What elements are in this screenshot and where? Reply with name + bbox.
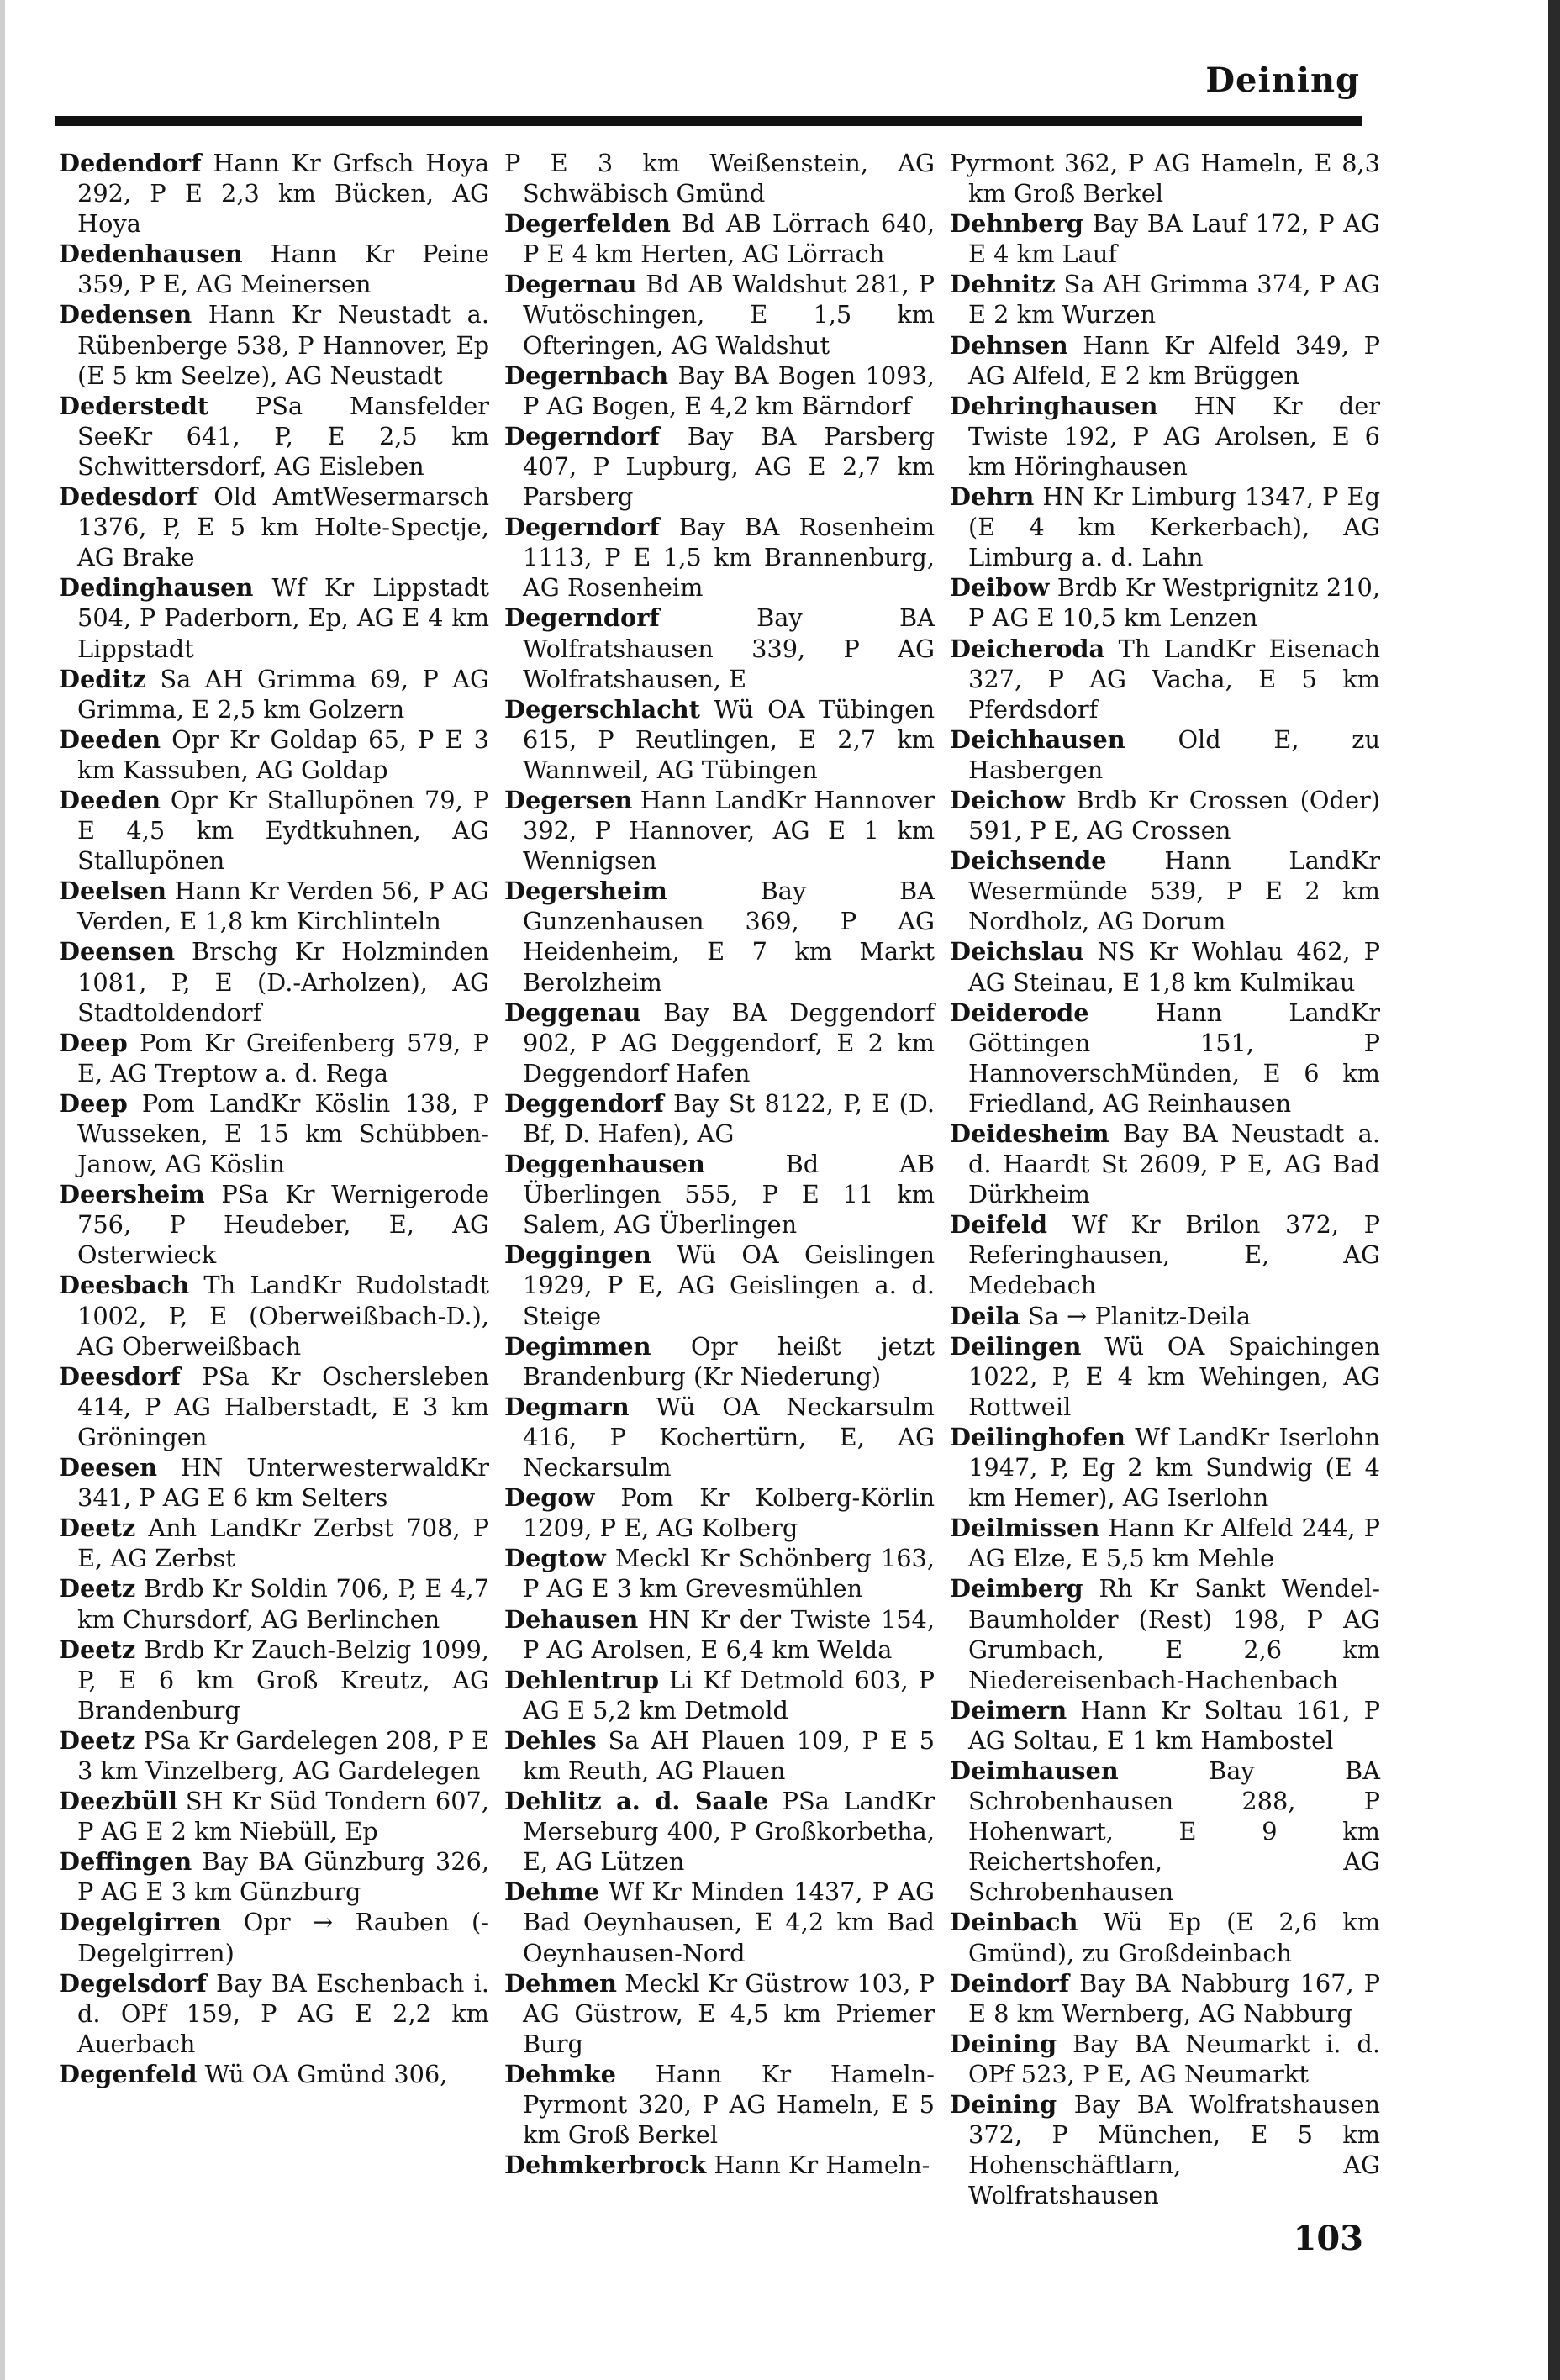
entry-text: Opr Kr Stallupönen 79, P E 4,5 km Eydtkuhnen, AG Stallupönen: [77, 785, 490, 876]
entry-headword: Degerschlacht: [504, 694, 700, 724]
entry-text: Sa AH Plauen 109, P E 5 km Reuth, AG Plauen: [523, 1725, 935, 1785]
entry-headword: Deesen: [59, 1453, 158, 1482]
entry-text: P E 3 km Weißenstein, AG Schwäbisch Gmünd: [504, 149, 935, 208]
gazetteer-entry: [950, 724, 1380, 785]
entry-text: SH Kr Süd Tondern 607, P AG E 2 km Niebüll, Ep: [77, 1787, 489, 1846]
gazetteer-entry: [59, 876, 489, 936]
entry-headword: Deetz: [59, 1725, 136, 1755]
entry-headword: Dehlentrup: [504, 1665, 659, 1694]
entry-text: NS Kr Wohlau 462, P AG Steinau, E 1,8 km Kulmikau: [968, 937, 1381, 997]
gazetteer-entry: [504, 148, 935, 208]
gazetteer-entry: [504, 1149, 935, 1240]
entry-headword: Deimhausen: [950, 1756, 1119, 1785]
running-head: Deining: [1205, 61, 1360, 100]
entry-headword: Deila: [950, 1301, 1020, 1330]
gazetteer-entry: [950, 148, 1380, 208]
gazetteer-entry: [950, 572, 1380, 633]
entry-text: Hann Kr Peine 359, P E, AG Meinersen: [77, 240, 489, 299]
entry-headword: Deezbüll: [59, 1787, 177, 1816]
entry-text: Hann Kr Alfeld 244, P AG Elze, E 5,5 km Mehle: [968, 1514, 1380, 1573]
entry-text: Wü OA Geislingen 1929, P E, AG Geislingen a. d. Steige: [523, 1240, 935, 1330]
entry-text: HN UnterwesterwaldKr 341, P AG E 6 km Selters: [77, 1453, 489, 1513]
gazetteer-entry: [59, 1452, 489, 1513]
gazetteer-entry: [950, 1907, 1380, 1967]
column-2: [504, 148, 935, 2180]
entry-headword: Degerndorf: [504, 513, 660, 542]
entry-headword: Deimern: [950, 1695, 1067, 1724]
gazetteer-entry: [504, 2150, 935, 2180]
entry-text: Opr Kr Goldap 65, P E 3 km Kassuben, AG Goldap: [77, 724, 489, 784]
entry-headword: Degerfelden: [504, 209, 671, 239]
entry-text: Brdb Kr Crossen (Oder) 591, P E, AG Crossen: [968, 785, 1380, 845]
gazetteer-entry: [59, 1786, 489, 1846]
entry-headword: Deelsen: [59, 877, 167, 906]
entry-text: Pyrmont 362, P AG Hameln, E 8,3 km Groß Berkel: [950, 149, 1380, 208]
entry-text: Old E, zu Hasbergen: [968, 724, 1381, 784]
entry-headword: Deep: [59, 1088, 128, 1118]
gazetteer-entry: [950, 2089, 1380, 2210]
entry-text: HN Kr der Twiste 154, P AG Arolsen, E 6,4 km Welda: [523, 1604, 935, 1664]
gazetteer-entry: [504, 2059, 935, 2150]
entry-text: Bay BA Wolfratshausen 372, P München, E 5 km Hohenschäftlarn, AG Wolfratshausen: [968, 2090, 1380, 2210]
gazetteer-entry: [59, 1573, 489, 1634]
entry-headword: Dehnitz: [950, 270, 1056, 299]
gazetteer-entry: [59, 1028, 489, 1088]
entry-headword: Dedesdorf: [59, 482, 198, 512]
entry-text: Bay BA Wolfratshausen 339, P AG Wolfratshausen, E: [523, 603, 935, 693]
gazetteer-entry: [504, 1088, 935, 1149]
entry-text: Wf Kr Lippstadt 504, P Paderborn, Ep, AG E 4 km Lippstadt: [77, 573, 489, 663]
entry-text: Hann LandKr Wesermünde 539, P E 2 km Nordholz, AG Dorum: [968, 846, 1380, 936]
gazetteer-entry: [59, 391, 489, 482]
entry-headword: Degow: [504, 1483, 595, 1513]
entry-headword: Dehausen: [504, 1604, 639, 1634]
entry-text: Bay BA Neumarkt i. d. OPf 523, P E, AG Neumarkt: [968, 2029, 1381, 2088]
entry-text: Th LandKr Eisenach 327, P AG Vacha, E 5 km Pferdsdorf: [968, 634, 1381, 724]
entry-headword: Deibow: [950, 573, 1050, 603]
entry-headword: Deining: [950, 2029, 1057, 2058]
entry-text: Hann Kr Hameln-: [714, 2151, 930, 2180]
entry-text: Bd AB Waldshut 281, P Wutöschingen, E 1,5 km Ofteringen, AG Waldshut: [523, 270, 935, 360]
gazetteer-entry: [59, 1179, 489, 1270]
entry-headword: Degernau: [504, 270, 637, 299]
gazetteer-entry: [504, 421, 935, 512]
entry-text: Hann Kr Verden 56, P AG Verden, E 1,8 km Kirchlinteln: [77, 877, 489, 936]
entry-text: Bay BA Parsberg 407, P Lupburg, AG E 2,7 km Parsberg: [523, 421, 935, 512]
gazetteer-entry: [504, 1482, 935, 1543]
entry-headword: Deicheroda: [950, 634, 1105, 663]
gazetteer-entry: [504, 876, 935, 997]
entry-text: Sa → Planitz-Deila: [1028, 1301, 1252, 1330]
entry-headword: Deichhausen: [950, 724, 1125, 754]
entry-text: Th LandKr Rudolstadt 1002, P, E (Oberweißbach-D.), AG Oberweißbach: [77, 1271, 489, 1361]
entry-text: Pom LandKr Köslin 138, P Wusseken, E 15 km Schübben-Janow, AG Köslin: [77, 1088, 489, 1179]
entry-text: Wü OA Neckarsulm 416, P Kochertürn, E, AG Neckarsulm: [523, 1392, 935, 1482]
entry-headword: Dehrn: [950, 482, 1035, 512]
gazetteer-entry: [950, 998, 1380, 1119]
gazetteer-entry: [950, 1513, 1380, 1573]
entry-text: Pom Kr Kolberg-Körlin 1209, P E, AG Kolberg: [523, 1483, 935, 1543]
gazetteer-entry: [504, 1543, 935, 1603]
entry-headword: Deimberg: [950, 1574, 1083, 1603]
entry-text: Wf Kr Minden 1437, P AG Bad Oeynhausen, E 4,2 km Bad Oeynhausen-Nord: [523, 1877, 935, 1967]
entry-text: Bay BA Deggendorf 902, P AG Deggendorf, E 2 km Deggendorf Hafen: [523, 998, 935, 1087]
gazetteer-entry: [950, 1119, 1380, 1209]
entry-headword: Deersheim: [59, 1180, 205, 1209]
entry-headword: Deggingen: [504, 1240, 651, 1270]
entry-text: Wf LandKr Iserlohn 1947, P, Eg 2 km Sundwig (E 4 km Hemer), AG Iserlohn: [968, 1422, 1380, 1513]
entry-text: Hann Kr Hameln-Pyrmont 320, P AG Hameln, E 5 km Groß Berkel: [523, 2059, 935, 2150]
gazetteer-entry: [950, 2029, 1380, 2089]
entry-headword: Deesdorf: [59, 1361, 181, 1391]
entry-headword: Dedenhausen: [59, 240, 243, 269]
entry-headword: Deining: [950, 2090, 1057, 2119]
gazetteer-entry: [59, 239, 489, 299]
entry-text: PSa Kr Gardelegen 208, P E 3 km Vinzelberg, AG Gardelegen: [77, 1725, 490, 1785]
entry-headword: Deeden: [59, 785, 161, 814]
entry-headword: Dehringhausen: [950, 391, 1158, 420]
entry-text: Hann LandKr Hannover 392, P Hannover, AG E 1 km Wennigsen: [523, 785, 935, 876]
entry-text: Pom Kr Greifenberg 579, P E, AG Treptow a. d. Rega: [77, 1028, 490, 1087]
entry-text: Hann Kr Alfeld 349, P AG Alfeld, E 2 km Brüggen: [968, 330, 1380, 390]
entry-text: Bay St 8122, P, E (D. Bf, D. Hafen), AG: [523, 1088, 935, 1148]
entry-headword: Dedinghausen: [59, 573, 254, 603]
column-3: [950, 148, 1380, 2210]
gazetteer-entry: [59, 1513, 489, 1573]
gazetteer-entry: [504, 1392, 935, 1482]
entry-text: Hann LandKr Göttingen 151, P HannoverschMünden, E 6 km Friedland, AG Reinhausen: [968, 998, 1380, 1118]
entry-text: HN Kr der Twiste 192, P AG Arolsen, E 6 km Höringhausen: [968, 391, 1380, 481]
entry-headword: Deggenau: [504, 998, 641, 1027]
gazetteer-entry: [504, 785, 935, 876]
gazetteer-entry: [59, 936, 489, 1027]
entry-headword: Deesbach: [59, 1271, 190, 1300]
gazetteer-entry: [59, 2059, 489, 2089]
entry-headword: Deichow: [950, 785, 1065, 814]
entry-headword: Dedensen: [59, 300, 192, 329]
gazetteer-entry: [504, 208, 935, 269]
entry-text: Bay BA Bogen 1093, P AG Bogen, E 4,2 km Bärndorf: [523, 361, 935, 420]
gazetteer-entry: [59, 572, 489, 663]
entry-text: Bay BA Gunzenhausen 369, P AG Heidenheim, E 7 km Markt Berolzheim: [523, 877, 935, 997]
entry-headword: Deetz: [59, 1514, 136, 1543]
gazetteer-entry: [504, 1331, 935, 1392]
page-right-edge: [1548, 0, 1560, 2380]
entry-text: Sa AH Grimma 374, P AG E 2 km Wurzen: [968, 270, 1380, 329]
entry-text: Rh Kr Sankt Wendel-Baumholder (Rest) 198, P AG Grumbach, E 2,6 km Niedereisenbach-Hachenbach: [968, 1574, 1380, 1694]
entry-text: PSa Kr Oschersleben 414, P AG Halberstadt, E 3 km Gröningen: [77, 1361, 490, 1451]
entry-headword: Dederstedt: [59, 391, 209, 420]
gazetteer-entry: [950, 1968, 1380, 2029]
entry-text: PSa Mansfelder SeeKr 641, P, E 2,5 km Schwittersdorf, AG Eisleben: [77, 391, 490, 481]
gazetteer-entry: [950, 482, 1380, 572]
entry-headword: Dehlitz a. d. Saale: [504, 1787, 769, 1816]
entry-headword: Deifeld: [950, 1210, 1048, 1240]
entry-text: Bay BA Rosenheim 1113, P E 1,5 km Brannenburg, AG Rosenheim: [523, 513, 935, 603]
entry-headword: Dehnberg: [950, 209, 1083, 239]
entry-headword: Degelgirren: [59, 1908, 222, 1937]
gazetteer-entry: [504, 694, 935, 785]
entry-text: Bay BA Eschenbach i. d. OPf 159, P AG E 2,2 km Auerbach: [77, 1968, 489, 2058]
entry-text: Wf Kr Brilon 372, P Referinghausen, E, AG Medebach: [968, 1210, 1380, 1300]
entry-headword: Deilinghofen: [950, 1422, 1125, 1451]
gazetteer-entry: [59, 1635, 489, 1725]
gazetteer-entry: [504, 512, 935, 603]
entry-headword: Deggenhausen: [504, 1150, 705, 1179]
entry-text: Hann Kr Grfsch Hoya 292, P E 2,3 km Bücken, AG Hoya: [77, 149, 489, 239]
gazetteer-entry: [950, 1573, 1380, 1694]
entry-headword: Deffingen: [59, 1847, 192, 1877]
gazetteer-entry: [59, 1270, 489, 1361]
gazetteer-entry: [59, 1968, 489, 2059]
gazetteer-entry: [950, 1422, 1380, 1513]
gazetteer-entry: [950, 1756, 1380, 1907]
gazetteer-entry: [504, 998, 935, 1088]
gazetteer-entry: [59, 664, 489, 724]
entry-text: Brdb Kr Soldin 706, P, E 4,7 km Chursdorf, AG Berlinchen: [77, 1574, 490, 1634]
gazetteer-entry: [504, 1604, 935, 1665]
entry-headword: Degenfeld: [59, 2059, 198, 2088]
gazetteer-entry: [504, 1725, 935, 1786]
gazetteer-entry: [504, 1240, 935, 1330]
gazetteer-entry: [504, 1665, 935, 1725]
gazetteer-entry: [950, 1209, 1380, 1300]
gazetteer-entry: [59, 299, 489, 390]
gazetteer-entry: [504, 1877, 935, 1967]
gazetteer-entry: [950, 1331, 1380, 1422]
entry-headword: Dehme: [504, 1877, 600, 1907]
entry-headword: Degtow: [504, 1544, 606, 1573]
entry-headword: Deichsende: [950, 846, 1107, 876]
entry-headword: Dehles: [504, 1725, 597, 1755]
entry-headword: Degelsdorf: [59, 1968, 207, 1998]
gazetteer-entry: [504, 361, 935, 421]
gazetteer-entry: [59, 724, 489, 785]
gazetteer-entry: [59, 1907, 489, 1967]
entry-headword: Deilingen: [950, 1331, 1082, 1361]
gazetteer-entry: [950, 634, 1380, 724]
gazetteer-entry: [950, 208, 1380, 269]
gazetteer-entry: [504, 269, 935, 360]
entry-text: Bd AB Lörrach 640, P E 4 km Herten, AG Lörrach: [523, 209, 935, 269]
entry-text: Bay BA Günzburg 326, P AG E 3 km Günzburg: [77, 1847, 489, 1907]
entry-headword: Degmarn: [504, 1392, 630, 1421]
gazetteer-entry: [950, 785, 1380, 845]
entry-headword: Deinbach: [950, 1908, 1078, 1937]
entry-headword: Degerndorf: [504, 603, 660, 633]
gazetteer-entry: [504, 1786, 935, 1877]
entry-text: Wü Ep (E 2,6 km Gmünd), zu Großdeinbach: [968, 1908, 1381, 1967]
gazetteer-entry: [950, 391, 1380, 482]
entry-text: Bay BA Lauf 172, P AG E 4 km Lauf: [968, 209, 1380, 269]
entry-text: Meckl Kr Schönberg 163, P AG E 3 km Grevesmühlen: [523, 1544, 935, 1603]
entry-headword: Deiderode: [950, 998, 1089, 1027]
entry-headword: Degimmen: [504, 1331, 651, 1361]
column-1: [59, 148, 489, 2089]
entry-text: Anh LandKr Zerbst 708, P E, AG Zerbst: [77, 1514, 490, 1573]
entry-headword: Degersheim: [504, 877, 667, 906]
gazetteer-entry: [950, 845, 1380, 936]
gazetteer-entry: [504, 603, 935, 693]
entry-text: Brdb Kr Zauch-Belzig 1099, P, E 6 km Groß Kreutz, AG Brandenburg: [77, 1635, 489, 1724]
entry-text: Bay BA Neustadt a. d. Haardt St 2609, P E, AG Bad Dürkheim: [968, 1119, 1380, 1209]
entry-headword: Dehmkerbrock: [504, 2151, 707, 2180]
entry-text: PSa Kr Wernigerode 756, P Heudeber, E, AG Osterwieck: [77, 1180, 489, 1270]
entry-headword: Deditz: [59, 664, 147, 693]
gazetteer-entry: [59, 1361, 489, 1452]
gazetteer-entry: [950, 936, 1380, 997]
entry-headword: Dehmke: [504, 2059, 616, 2088]
entry-text: Hann Kr Neustadt a. Rübenberge 538, P Hannover, Ep (E 5 km Seelze), AG Neustadt: [77, 300, 490, 390]
entry-text: Old AmtWesermarsch 1376, P, E 5 km Holte-Spectje, AG Brake: [77, 482, 489, 572]
entry-text: Brdb Kr Westprignitz 210, P AG E 10,5 km Lenzen: [968, 573, 1381, 633]
gazetteer-entry: [950, 269, 1380, 329]
entry-text: Hann Kr Soltau 161, P AG Soltau, E 1 km Hambostel: [968, 1695, 1380, 1755]
gazetteer-entry: [59, 1088, 489, 1179]
gazetteer-entry: [950, 330, 1380, 391]
gazetteer-entry: [59, 785, 489, 876]
entry-text: Bay BA Nabburg 167, P E 8 km Wernberg, AG Nabburg: [968, 1968, 1380, 2028]
entry-text: Wü OA Tübingen 615, P Reutlingen, E 2,7 km Wannweil, AG Tübingen: [523, 694, 935, 784]
page-number: 103: [1293, 2219, 1363, 2258]
entry-text: Li Kf Detmold 603, P AG E 5,2 km Detmold: [523, 1665, 935, 1724]
gazetteer-entry: [59, 1725, 489, 1786]
entry-headword: Degernbach: [504, 361, 669, 390]
entry-text: Meckl Kr Güstrow 103, P AG Güstrow, E 4,5 km Priemer Burg: [523, 1968, 935, 2058]
gazetteer-entry: [59, 148, 489, 239]
entry-headword: Deensen: [59, 937, 176, 966]
entry-headword: Dehmen: [504, 1968, 617, 1998]
gazetteer-entry: [59, 1846, 489, 1907]
entry-text: Opr heißt jetzt Brandenburg (Kr Niederung): [523, 1331, 935, 1391]
entry-headword: Deilmissen: [950, 1514, 1100, 1543]
entry-text: HN Kr Limburg 1347, P Eg (E 4 km Kerkerbach), AG Limburg a. d. Lahn: [968, 482, 1380, 572]
gazetteer-entry: [950, 1301, 1380, 1331]
entry-headword: Deggendorf: [504, 1088, 664, 1118]
entry-text: Sa AH Grimma 69, P AG Grimma, E 2,5 km Golzern: [77, 664, 489, 724]
entry-text: Opr → Rauben (-Degelgirren): [77, 1908, 490, 1967]
entry-headword: Deichslau: [950, 937, 1084, 966]
gazetteer-entry: [950, 1695, 1380, 1756]
entry-headword: Deep: [59, 1028, 128, 1057]
entry-headword: Dehnsen: [950, 330, 1068, 360]
entry-text: PSa LandKr Merseburg 400, P Großkorbetha, E, AG Lützen: [523, 1787, 935, 1877]
entry-headword: Deetz: [59, 1635, 136, 1664]
entry-text: Bd AB Überlingen 555, P E 11 km Salem, AG Überlingen: [523, 1150, 935, 1240]
entry-headword: Dedendorf: [59, 149, 202, 177]
entry-headword: Deeden: [59, 724, 161, 754]
entry-headword: Deetz: [59, 1574, 136, 1603]
entry-text: Brschg Kr Holzminden 1081, P, E (D.-Arholzen), AG Stadtoldendorf: [77, 937, 489, 1027]
entry-text: Wü OA Spaichingen 1022, P, E 4 km Wehingen, AG Rottweil: [968, 1331, 1381, 1421]
entry-headword: Degersen: [504, 785, 633, 814]
page-left-edge: [0, 0, 5, 2380]
gazetteer-entry: [504, 1968, 935, 2059]
entry-headword: Deindorf: [950, 1968, 1070, 1998]
entry-headword: Deidesheim: [950, 1119, 1109, 1148]
entry-text: Bay BA Schrobenhausen 288, P Hohenwart, E 9 km Reichertshofen, AG Schrobenhausen: [968, 1756, 1380, 1907]
entry-text: Wü OA Gmünd 306,: [204, 2059, 448, 2088]
header-rule: [55, 116, 1362, 126]
entry-headword: Degerndorf: [504, 421, 660, 450]
gazetteer-entry: [59, 482, 489, 572]
